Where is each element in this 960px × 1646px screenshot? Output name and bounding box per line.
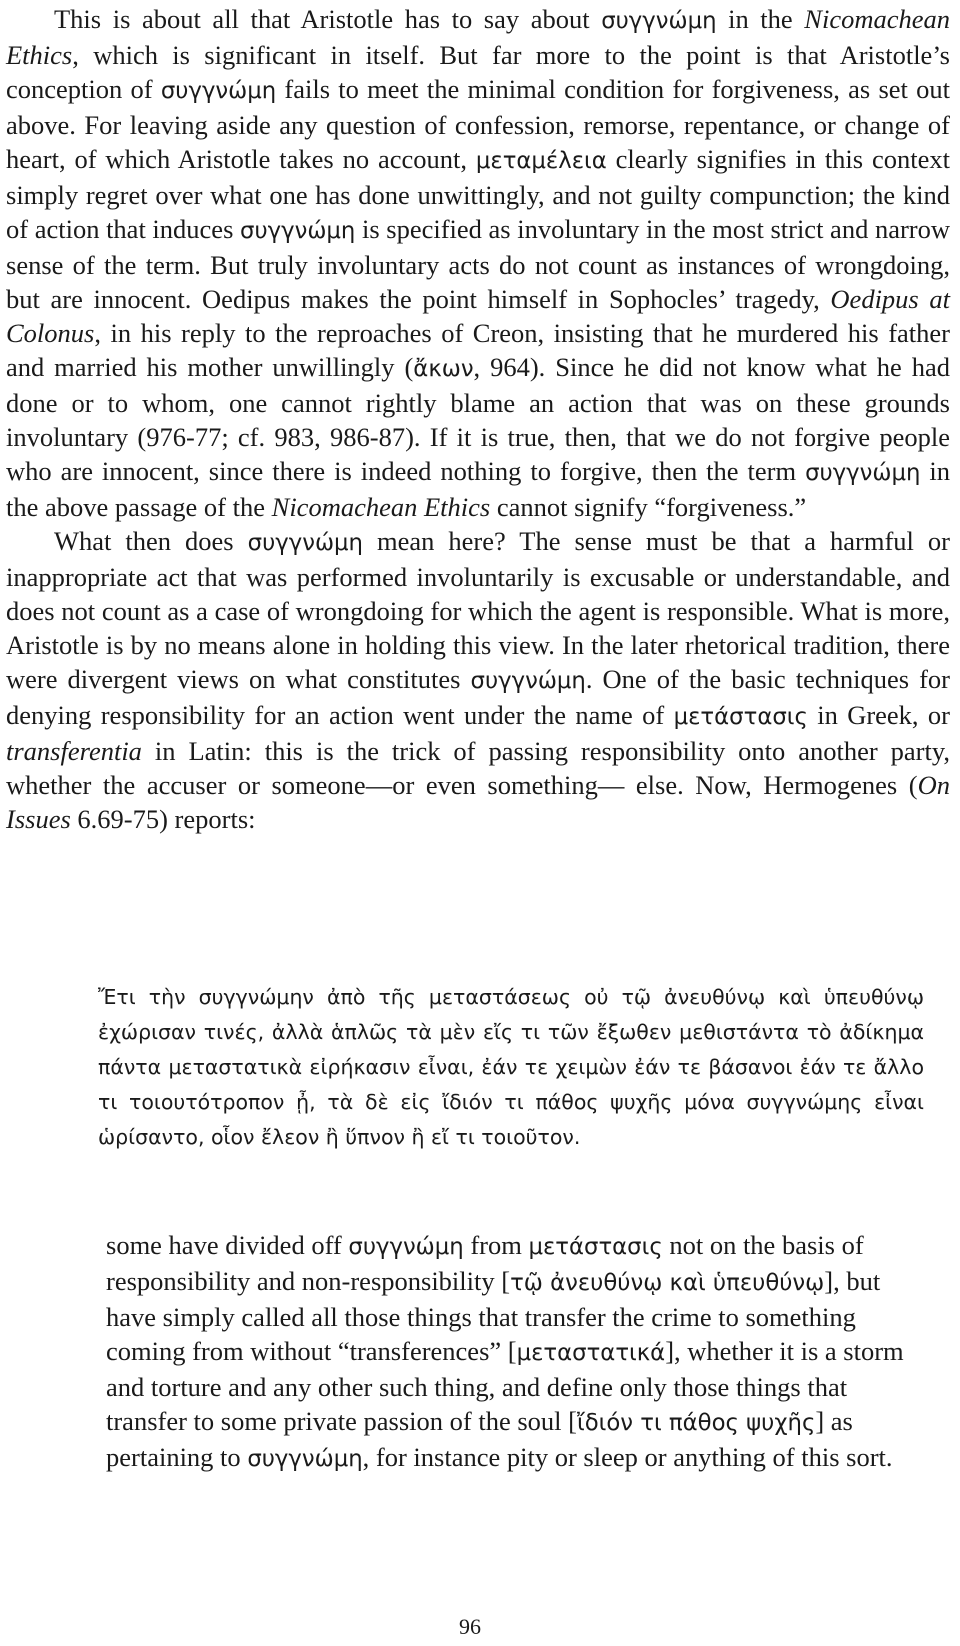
text-run: ] as pertaining to [106, 1406, 853, 1472]
greek-term: τῷ ἀνευθύνῳ καὶ ὑπευθύνῳ [510, 1270, 825, 1296]
text-run: fails to meet the minimal condition for forgiveness, as set out above. For leaving aside any question of confession, remorse, repentance, or change of heart, of which Aristotle takes no account, [6, 74, 950, 174]
text-run: ], whether it is a storm and torture and any other such thing, and define only those things that transfer to some private passion of the soul [ [106, 1336, 904, 1436]
greek-term: συγγνώμη [247, 530, 363, 556]
text-run: in the [716, 4, 805, 34]
greek-term: συγγνώμη [805, 460, 921, 486]
text-run: . One of the basic techniques for denying responsibility for an action went under the name of [6, 664, 950, 730]
greek-term: συγγνώμη [160, 78, 277, 104]
italic-title: On Issues [6, 770, 950, 834]
greek-term: συγγνώμη [240, 218, 356, 244]
text-run: , for instance pity or sleep or anything of this sort. [362, 1442, 893, 1472]
text-run: cannot signify “forgiveness.” [490, 492, 807, 522]
greek-block-quote: Ἔτι τὴν συγγνώμην ἀπὸ τῆς μεταστάσεως οὐ τῷ ἀνευθύνῳ καὶ ὑπευθύνῳ ἐχώρισαν τινές, ἀλλὰ ἁπλῶς τὰ μὲν εἴς τι τῶν ἔξωθεν μεθιστάντα τὸ ἀδίκημα πάντα μεταστατικὰ εἰρήκασιν εἶναι, ἐάν τε χειμὼν ἐάν τε βάσανοι ἐάν τε ἄλλο τι τοιουτότροπον ᾖ, τὰ δὲ εἰς ἴδιόν τι πάθος ψυχῆς μόνα συγγνώμης εἶναι ὡρίσαντο, οἷον ἔλεον ἢ ὕπνον ἢ εἴ τι τοιοῦτον. [98, 985, 924, 1149]
paragraph-1 [6, 2, 950, 524]
italic-title: Nicomachean Ethics [6, 4, 950, 70]
text-run: This is about all that Aristotle has to say about [54, 4, 602, 34]
text-run: mean here? The sense must be that a harmful or inappropriate act that was performed involuntarily is excusable or understandable, and does not count as a case of wrongdoing for which the agent is responsible. What is more, Aristotle is by no means alone in holding this view. In the later rhetorical tradition, there were divergent views on what constitutes [6, 526, 950, 694]
greek-term: μετάστασις [528, 1234, 663, 1260]
text-run: , in his reply to the reproaches of Creon, insisting that he murdered his father and married his mother unwillingly ( [6, 318, 950, 382]
greek-term: μεταμέλεια [475, 148, 607, 174]
text-run: not on the basis of responsibility and non-responsibility [ [106, 1230, 864, 1296]
text-run: from [463, 1230, 529, 1260]
text-run: some have divided off [106, 1230, 349, 1260]
text-run: clearly signifies in this context simply regret over what one has done unwittingly, and not guilty compunction; the kind of action that induces [6, 144, 950, 244]
italic-title: transferentia [6, 736, 142, 766]
text-run: ], but have simply called all those things that transfer the crime to something coming from without “transferences” [ [106, 1266, 881, 1366]
greek-term: μετάστασις [673, 704, 808, 730]
translation-block-quote [106, 1228, 914, 1476]
italic-title: Nicomachean Ethics [271, 492, 491, 522]
text-run: What then does [54, 526, 248, 556]
text-run: , which is significant in itself. But far more to the point is that Aristotle’s conception of [6, 40, 950, 104]
greek-term: συγγνώμη [470, 668, 586, 694]
greek-term: συγγνώμη [601, 8, 717, 34]
greek-term: ἴδιόν τι πάθος ψυχῆς [577, 1410, 816, 1436]
text-run: 6.69-75) reports: [70, 804, 256, 834]
body-text [6, 2, 950, 836]
text-run: in Greek, or [807, 700, 950, 730]
greek-term: συγγνώμη [247, 1446, 363, 1472]
text-run: , 964). Since he did not know what he had done or to whom, one cannot rightly blame an action that was on these grounds involuntary (976-77; cf. 983, 986-87). If it is true, then, that we do not forgive people who are innocent, since there is indeed nothing to forgive, then the term [6, 352, 950, 486]
paragraph-2 [6, 524, 950, 836]
text-run: in Latin: this is the trick of passing responsibility onto another party, whether the accuser or someone—or even something— else. Now, Hermogenes ( [6, 736, 950, 800]
text-run: is specified as involuntary in the most strict and narrow sense of the term. But truly involuntary acts do not count as instances of wrongdoing, but are innocent. Oedipus makes the point himself in Sophocles’ tragedy, [6, 214, 950, 314]
text-run: in the above passage of the [6, 456, 950, 522]
greek-term: ἄκων [413, 356, 474, 382]
greek-term: συγγνώμη [348, 1234, 464, 1260]
greek-term: μεταστατικά [516, 1340, 666, 1366]
italic-title: Oedipus at Colonus [6, 284, 951, 348]
page-number: 96 [459, 1614, 481, 1639]
